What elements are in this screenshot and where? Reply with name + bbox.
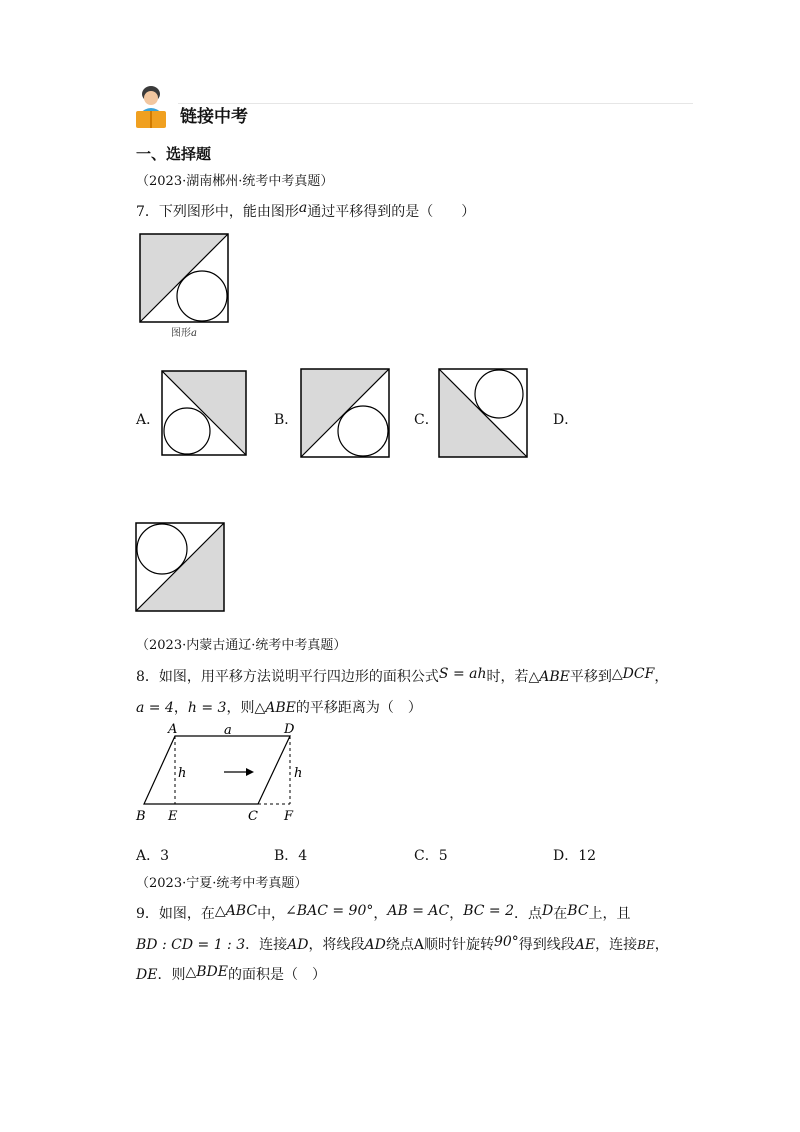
- q7-stem: 7．下列图形中，能由图形a通过平移得到的是（ ）: [136, 200, 476, 220]
- point-b-label: B: [136, 809, 146, 824]
- section-heading: 链接中考: [180, 107, 248, 127]
- q7-option-b-label: B．: [274, 412, 299, 428]
- q8-option-b: B．4: [274, 848, 308, 864]
- point-d-label: D: [284, 722, 295, 737]
- q8-option-a: A．3: [136, 848, 170, 864]
- student-reading-icon: [134, 84, 174, 130]
- q9-stem-line2: BD : CD = 1 : 3．连接AD，将线段AD绕点A顺时针旋转90°得到线段AE，连接BE，: [136, 934, 669, 953]
- point-a-label: A: [168, 722, 178, 737]
- q7-option-d-label: D．: [553, 412, 579, 428]
- q7-option-a-label: A．: [136, 412, 161, 428]
- figure-a: [140, 234, 230, 322]
- point-f-label: F: [284, 809, 294, 824]
- q8-stem-line2: a = 4，h = 3，则△ABE的平移距离为（ ）: [136, 700, 422, 716]
- q7-option-d-figure: [136, 523, 226, 613]
- q7-option-c-label: C．: [414, 412, 439, 428]
- header-divider: [178, 103, 693, 104]
- point-c-label: C: [248, 809, 258, 824]
- figure-a-caption: 图形a: [171, 328, 197, 339]
- q7-option-c-figure: [439, 369, 529, 459]
- q9-stem-line3: DE．则△BDE的面积是（ ）: [136, 964, 326, 983]
- height-h-right-label: h: [294, 766, 303, 781]
- question-type-title: 一、选择题: [136, 145, 212, 163]
- q7-source: （2023·湖南郴州·统考中考真题）: [136, 174, 334, 189]
- q7-option-b-figure: [301, 369, 391, 459]
- q8-stem-line1: 8．如图，用平移方法说明平行四边形的面积公式S = ah时，若△ABE平移到△DCF，: [136, 666, 669, 685]
- point-e-label: E: [168, 809, 178, 824]
- height-h-left-label: h: [178, 766, 187, 781]
- q7-option-a-figure: [162, 371, 248, 457]
- q8-parallelogram-figure: [130, 724, 310, 826]
- side-a-label: a: [224, 723, 232, 738]
- q9-stem-line1: 9．如图，在△ABC中，∠BAC = 90°，AB = AC，BC = 2．点D在BC上，且: [136, 903, 631, 922]
- q8-option-c: C．5: [414, 848, 448, 864]
- q8-source: （2023·内蒙古通辽·统考中考真题）: [136, 638, 347, 653]
- q9-source: （2023·宁夏·统考中考真题）: [136, 876, 308, 891]
- q8-option-d: D．12: [553, 848, 597, 864]
